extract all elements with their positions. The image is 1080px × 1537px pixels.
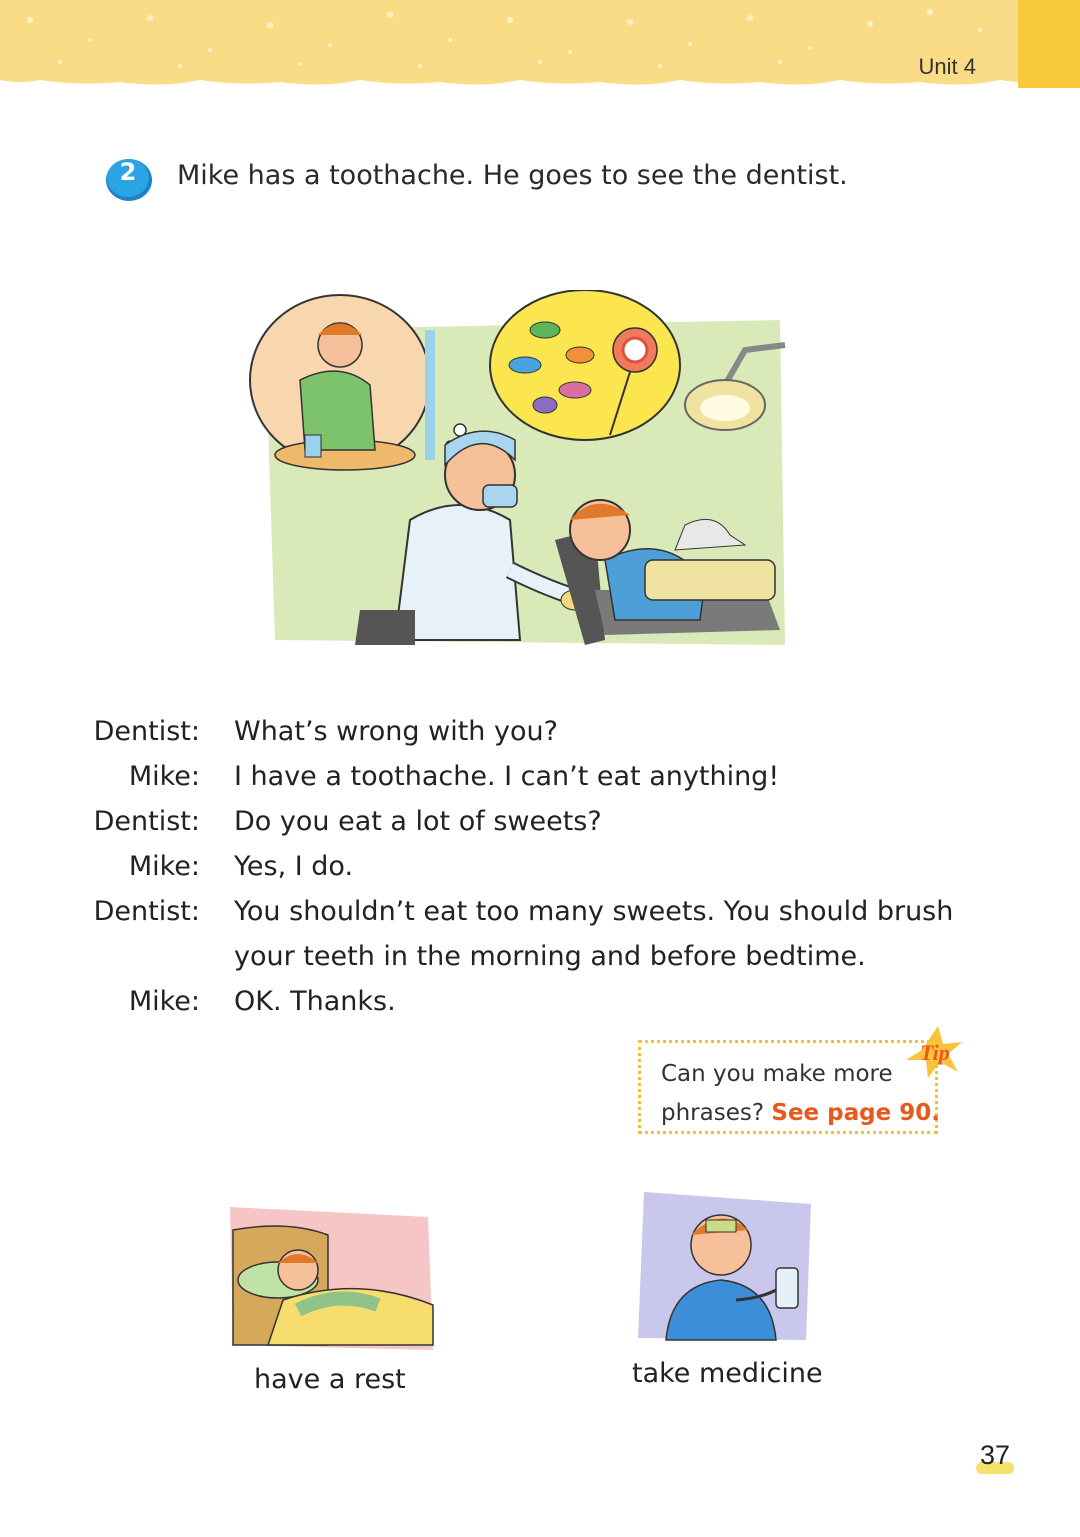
dialogue-line [100, 761, 1000, 806]
dialogue-line [100, 986, 1000, 1031]
line-text: Do you eat a lot of sweets? [234, 806, 602, 837]
exercise-title: Mike has a toothache. He goes to see the dentist. [177, 160, 848, 191]
tip-page-link[interactable]: See page 90. [771, 1100, 940, 1126]
tip-label: Tip [920, 1040, 950, 1065]
dentist-scene-illustration [245, 290, 790, 650]
caption-have-a-rest: have a rest [254, 1364, 406, 1395]
speaker: Mike: [128, 986, 200, 1017]
have-a-rest-illustration [228, 1205, 438, 1355]
tip-line-2: phrases? [661, 1100, 772, 1126]
dialogue-line [93, 716, 1000, 761]
line-text: You shouldn’t eat too many sweets. You should brush [234, 896, 954, 927]
dialogue-line [93, 896, 1000, 941]
line-text: I have a toothache. I can’t eat anything! [234, 761, 780, 792]
take-medicine-illustration [636, 1190, 816, 1345]
speaker: Dentist: [93, 716, 200, 747]
dialogue [93, 716, 1000, 1031]
dialogue-line [100, 851, 1000, 896]
line-text: What’s wrong with you? [234, 716, 558, 747]
page-number: 37 [980, 1440, 1011, 1470]
speaker: Dentist: [93, 806, 200, 837]
line-text: OK. Thanks. [234, 986, 396, 1017]
dialogue-line [100, 941, 1000, 986]
speaker: Mike: [128, 851, 200, 882]
speaker: Mike: [128, 761, 200, 792]
unit-label: Unit 4 [918, 54, 976, 79]
dialogue-line [93, 806, 1000, 851]
exercise-number: 2 [119, 158, 137, 186]
caption-take-medicine: take medicine [632, 1358, 823, 1389]
tip-box [638, 1040, 938, 1134]
line-text: your teeth in the morning and before bedtime. [234, 941, 866, 972]
tip-line-1: Can you make more [661, 1061, 893, 1087]
speaker: Dentist: [93, 896, 200, 927]
line-text: Yes, I do. [234, 851, 354, 882]
